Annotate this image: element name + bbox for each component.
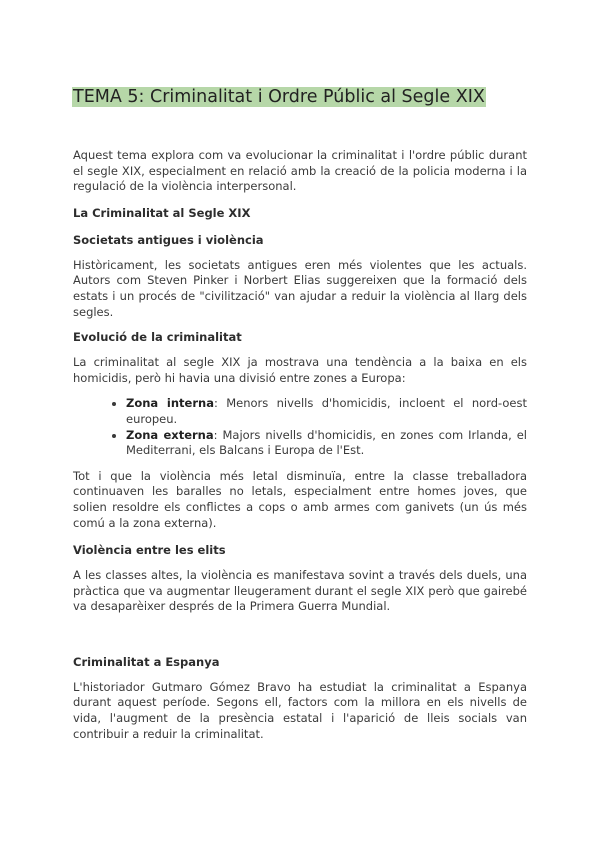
paragraph-violencia-letal: Tot i que la violència més letal disminuïa, entre la classe treballadora continuaven les baralles no letals, especialment entre homes joves, que solien resoldre els conflictes a cops o amb armes com ganivets (un ús més comú a la zona externa). <box>73 468 527 530</box>
heading-societats: Societats antigues i violència <box>73 232 264 247</box>
zones-list <box>73 396 527 458</box>
heading-evolucio: Evolució de la criminalitat <box>73 330 242 345</box>
intro-paragraph: Aquest tema explora com va evolucionar la criminalitat i l'ordre públic durant el segle XIX, especialment en relació amb la creació de la policia moderna i la regulació de la violència interpersonal. <box>73 148 527 194</box>
paragraph-elits: A les classes altes, la violència es manifestava sovint a través dels duels, una pràctica que va augmentar lleugerament durant el segle XIX però que gairebé va desaparèixer després de la Primera Guerra Mundial. <box>73 568 527 614</box>
heading-criminalitat: La Criminalitat al Segle XIX <box>73 205 251 220</box>
paragraph-societats: Històricament, les societats antigues eren més violentes que les actuals. Autors com Steven Pinker i Norbert Elias suggereixen que la formació dels estats i un procés de "civilització" van ajudar a reduir la violència al llarg dels segles. <box>73 257 527 319</box>
page-title: TEMA 5: Criminalitat i Ordre Públic al Segle XIX <box>73 87 485 107</box>
paragraph-evolucio: La criminalitat al segle XIX ja mostrava una tendència a la baixa en els homicidis, però hi havia una divisió entre zones a Europa: <box>73 355 527 385</box>
heading-espanya: Criminalitat a Espanya <box>73 654 220 669</box>
heading-elits: Violència entre les elits <box>73 543 226 558</box>
list-item: • Zona externa: Majors nivells d'homicidis, en zones com Irlanda, el Mediterrani, els Balcans i Europa de l'Est. <box>126 428 527 459</box>
paragraph-espanya: L'historiador Gutmaro Gómez Bravo ha estudiat la criminalitat a Espanya durant aquest període. Segons ell, factors com la millora en els nivells de vida, l'augment de la presència estatal i l'aparició de lleis socials van contribuir a reduir la criminalitat. <box>73 679 527 741</box>
document-body <box>73 148 527 742</box>
list-item: • Zona interna: Menors nivells d'homicidis, incloent el nord-oest europeu. <box>126 396 527 427</box>
